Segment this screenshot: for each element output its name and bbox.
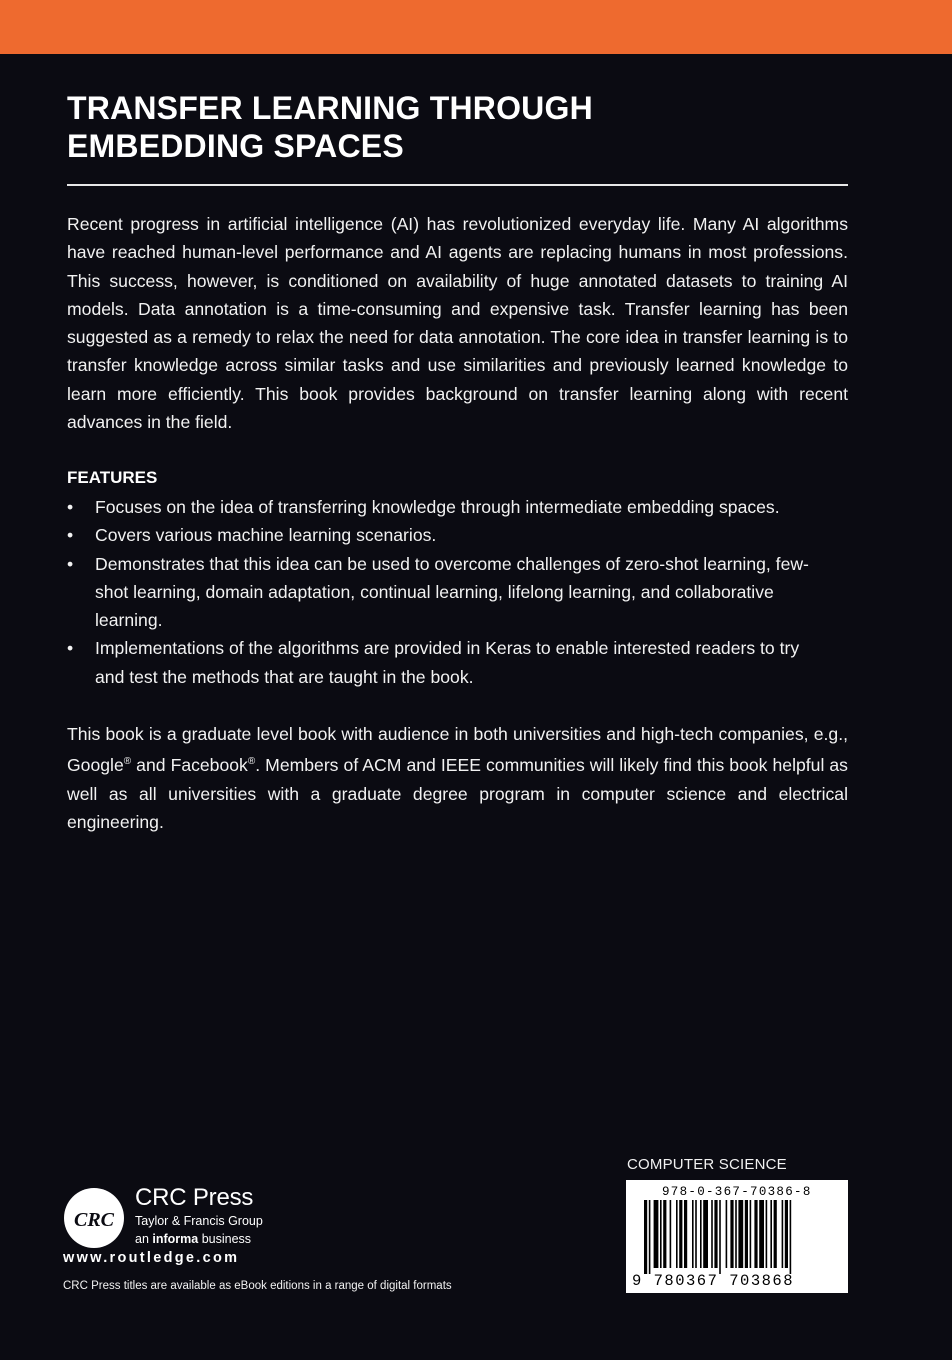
informa-suffix: business	[198, 1232, 252, 1246]
barcode-bar	[719, 1200, 721, 1274]
barcode-bar	[745, 1200, 748, 1268]
publisher-informa	[135, 1232, 251, 1246]
bullet-icon: •	[67, 497, 74, 517]
features-list-item	[67, 493, 827, 521]
barcode-bars	[644, 1200, 840, 1274]
informa-prefix: an	[135, 1232, 153, 1246]
barcode-bar	[714, 1200, 717, 1268]
barcode-bar	[649, 1200, 651, 1274]
audience-text-3: . Members of ACM and IEEE communities will likely find this book helpful as well as all universities with a graduate degree program in computer science and electrical engineering.	[67, 755, 848, 832]
isbn-barcode	[626, 1180, 848, 1293]
feature-text: Implementations of the algorithms are provided in Keras to enable interested readers to try and test the methods that are taught in the book.	[95, 638, 800, 687]
ean-digits: 9 780367 703868	[632, 1272, 795, 1290]
features-heading: FEATURES	[67, 468, 158, 487]
registered-mark: ®	[247, 756, 256, 768]
barcode-bar	[735, 1200, 737, 1268]
publisher-group: Taylor & Francis Group	[135, 1214, 263, 1228]
barcode-bar	[759, 1200, 764, 1268]
book-title-line-2: EMBEDDING SPACES	[67, 128, 404, 164]
barcode-bar	[700, 1200, 702, 1268]
crc-logo-text: CRC	[73, 1209, 115, 1231]
barcode-bar	[695, 1200, 697, 1268]
barcode-bar	[726, 1200, 728, 1268]
informa-bold: informa	[152, 1232, 199, 1246]
barcode-bar	[679, 1200, 682, 1268]
barcode-bar	[654, 1200, 659, 1268]
audience-text-2: and Facebook	[131, 755, 248, 776]
audience-text-1: This book is a graduate level book with audience in both universities and high-tech companies, e.g., Google	[67, 724, 848, 776]
barcode-bar	[692, 1200, 694, 1268]
barcode-bar	[754, 1200, 757, 1268]
feature-text: Demonstrates that this idea can be used to overcome challenges of zero-shot learning, few-shot learning, domain adaptation, continual learning, lifelong learning, and collaborative learning.	[95, 553, 809, 631]
barcode-bar	[663, 1200, 666, 1268]
crc-logo-icon	[63, 1187, 125, 1249]
feature-text: Focuses on the idea of transferring knowledge through intermediate embedding spaces.	[95, 497, 780, 517]
barcode-bar	[782, 1200, 784, 1268]
publisher-website: www.routledge.com	[63, 1250, 240, 1266]
barcode-bar	[660, 1200, 662, 1268]
isbn-number: 978-0-367-70386-8	[662, 1185, 812, 1199]
book-title-line-1: TRANSFER LEARNING THROUGH	[67, 90, 593, 126]
subject-category: COMPUTER SCIENCE	[627, 1156, 787, 1173]
barcode-bar	[676, 1200, 678, 1268]
barcode-bar	[703, 1200, 708, 1268]
features-list-item	[67, 550, 827, 635]
features-list-item	[67, 634, 827, 691]
ebook-note: CRC Press titles are available as eBook editions in a range of digital formats	[63, 1280, 452, 1292]
features-list-item	[67, 521, 827, 549]
barcode-bar	[684, 1200, 687, 1268]
feature-text: Covers various machine learning scenarios.	[95, 525, 437, 546]
features-list	[67, 493, 827, 691]
intro-paragraph: Recent progress in artificial intelligence (AI) has revolutionized everyday life. Many AI algorithms have reached human-level performance and AI agents are replacing humans in most professions. This success, however, is conditioned on availability of huge annotated datasets to training AI models. Data annotation is a time-consuming and expensive task. Transfer learning has been suggested as a remedy to relax the need for data annotation. The core idea in transfer learning is to transfer knowledge across similar tasks and use similarities and previously learned knowledge to learn more efficiently. This book provides background on transfer learning along with recent advances in the field.	[67, 214, 848, 433]
publisher-name: CRC Press	[135, 1184, 254, 1211]
bullet-icon: •	[67, 525, 74, 546]
barcode-bar	[770, 1200, 772, 1268]
registered-mark: ®	[123, 756, 132, 768]
barcode-bar	[774, 1200, 777, 1268]
barcode-bar	[644, 1200, 647, 1274]
top-accent-band	[0, 0, 952, 54]
barcode-bar	[785, 1200, 788, 1268]
bullet-icon: •	[67, 638, 74, 659]
audience-paragraph	[67, 720, 848, 836]
barcode-bar	[670, 1200, 672, 1268]
book-title	[67, 89, 867, 165]
barcode-bar	[750, 1200, 752, 1268]
barcode-bar	[790, 1200, 792, 1274]
publisher-block	[63, 1183, 323, 1253]
title-divider	[67, 184, 848, 186]
bullet-icon: •	[67, 553, 74, 574]
barcode-bar	[738, 1200, 743, 1268]
barcode-bar	[766, 1200, 768, 1268]
barcode-bar	[711, 1200, 713, 1268]
barcode-bar	[730, 1200, 733, 1268]
